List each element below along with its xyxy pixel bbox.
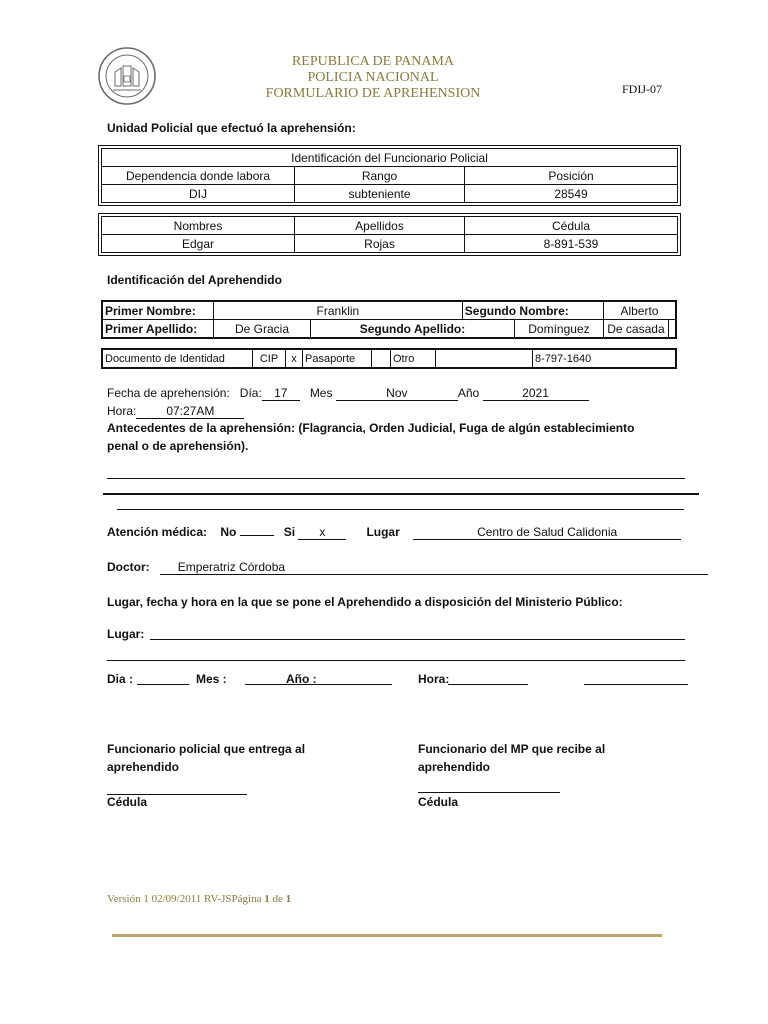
medical-no-label: No (220, 525, 237, 539)
passport-mark (372, 349, 391, 368)
value-rank: subteniente (295, 185, 465, 203)
hour-value: 07:27AM (136, 404, 244, 419)
footer-page-num: 1 (264, 893, 270, 905)
mp-hour-label: Hora: (418, 672, 450, 686)
id-number-value: 8-797-1640 (533, 349, 677, 368)
mp-place-line-2 (107, 660, 685, 661)
mp-place-label: Lugar: (107, 627, 145, 641)
footer-of-word: de (272, 893, 283, 905)
sign-right-line-2: aprehendido (418, 760, 491, 774)
married-surname-value (668, 320, 676, 339)
background-label-2: penal o de aprehensión). (107, 439, 249, 453)
apprehension-hour-line (107, 404, 244, 419)
passport-label: Pasaporte (303, 349, 372, 368)
mp-section-title: Lugar, fecha y hora en la que se pone el Aprehendido a disposición del Ministerio Público: (107, 595, 623, 609)
second-surname-label: Segundo Apellido: (311, 320, 515, 339)
mp-year-label: Año : (286, 672, 317, 686)
background-line-1 (107, 478, 685, 479)
value-position: 28549 (465, 185, 678, 203)
value-id-number: 8-891-539 (465, 235, 678, 253)
month-value: Nov (336, 386, 458, 401)
month-label: Mes (309, 386, 333, 400)
mp-extra-line (584, 684, 688, 685)
seal-emblem-icon (97, 46, 157, 106)
footer-version (107, 893, 291, 905)
date-label: Fecha de aprehensión: (107, 386, 230, 400)
footer-page-word: Página (231, 893, 262, 905)
background-line-2 (103, 493, 699, 495)
first-name-label: Primer Nombre: (102, 301, 214, 320)
apprehension-date-line (107, 386, 589, 401)
header-surnames: Apellidos (295, 217, 465, 235)
medical-place-label: Lugar (366, 525, 400, 539)
id-document-label: Documento de Identidad (102, 349, 253, 368)
mp-place-line (150, 639, 685, 640)
doctor-label: Doctor: (107, 560, 150, 574)
value-surnames: Rojas (295, 235, 465, 253)
sign-left-id: Cédula (107, 795, 148, 809)
form-code: FDIJ-07 (622, 82, 663, 96)
header-dependency: Dependencia donde labora (102, 167, 295, 185)
doctor-value: Emperatriz Córdoba (160, 560, 708, 575)
other-value (436, 349, 533, 368)
background-label: Antecedentes de la aprehensión: (Flagrancia, Orden Judicial, Fuga de algún establecimiento (107, 421, 635, 435)
medical-label: Atención médica: (107, 525, 208, 539)
footer-rule (112, 934, 662, 937)
first-name-value: Franklin (214, 301, 463, 320)
medical-yes-label: Si (283, 525, 296, 539)
second-name-value: Alberto (603, 301, 676, 320)
mp-day-label: Dia : (107, 672, 134, 686)
header-line-1: REPUBLICA DE PANAMA (291, 54, 455, 69)
unit-label: Unidad Policial que efectuó la aprehensión: (107, 121, 356, 135)
year-value: 2021 (483, 386, 589, 401)
sign-right-id: Cédula (418, 795, 459, 809)
value-names: Edgar (102, 235, 295, 253)
detainee-table (101, 300, 677, 339)
footer-page-total: 1 (285, 893, 292, 905)
sign-right-rule (418, 792, 560, 793)
mp-month-label: Mes : (196, 672, 227, 686)
year-label: Año (457, 386, 480, 400)
medical-yes-mark: x (298, 525, 346, 540)
day-value: 17 (262, 386, 300, 401)
other-label: Otro (391, 349, 436, 368)
cip-label: CIP (253, 349, 286, 368)
background-line-3 (117, 509, 684, 510)
header-id-number: Cédula (465, 217, 678, 235)
medical-place-value: Centro de Salud Calidonia (413, 525, 681, 540)
medical-line (107, 525, 681, 540)
officer-table-title: Identificación del Funcionario Policial (102, 149, 678, 167)
header-line-2: POLICIA NACIONAL (307, 70, 439, 85)
first-surname-value: De Gracia (214, 320, 311, 339)
header-rank: Rango (295, 167, 465, 185)
value-dependency: DIJ (102, 185, 295, 203)
id-document-table (101, 348, 677, 369)
police-seal-logo (97, 46, 157, 106)
mp-month-line (245, 684, 392, 685)
footer-version-text: Versión 1 02/09/2011 RV-JS (107, 893, 232, 905)
day-label: Día: (239, 386, 262, 400)
sign-left-line-2: aprehendido (107, 760, 180, 774)
sign-right-line-1: Funcionario del MP que recibe al (418, 742, 606, 756)
detainee-section-title: Identificación del Aprehendido (107, 273, 282, 287)
second-name-label: Segundo Nombre: (462, 301, 603, 320)
sign-left-line-1: Funcionario policial que entrega al (107, 742, 306, 756)
second-surname-value: Domínguez (514, 320, 603, 339)
mp-day-line (137, 684, 189, 685)
officer-table (101, 148, 678, 203)
header-position: Posición (465, 167, 678, 185)
officer-name-table (101, 216, 678, 253)
header-names: Nombres (102, 217, 295, 235)
header-line-3: FORMULARIO DE APREHENSION (265, 86, 481, 101)
medical-no-mark (240, 535, 274, 536)
hour-label: Hora: (107, 404, 137, 418)
first-surname-label: Primer Apellido: (102, 320, 214, 339)
married-surname-label: De casada (603, 320, 668, 339)
cip-mark: x (286, 349, 303, 368)
doctor-line (107, 560, 708, 575)
mp-hour-line (448, 684, 528, 685)
